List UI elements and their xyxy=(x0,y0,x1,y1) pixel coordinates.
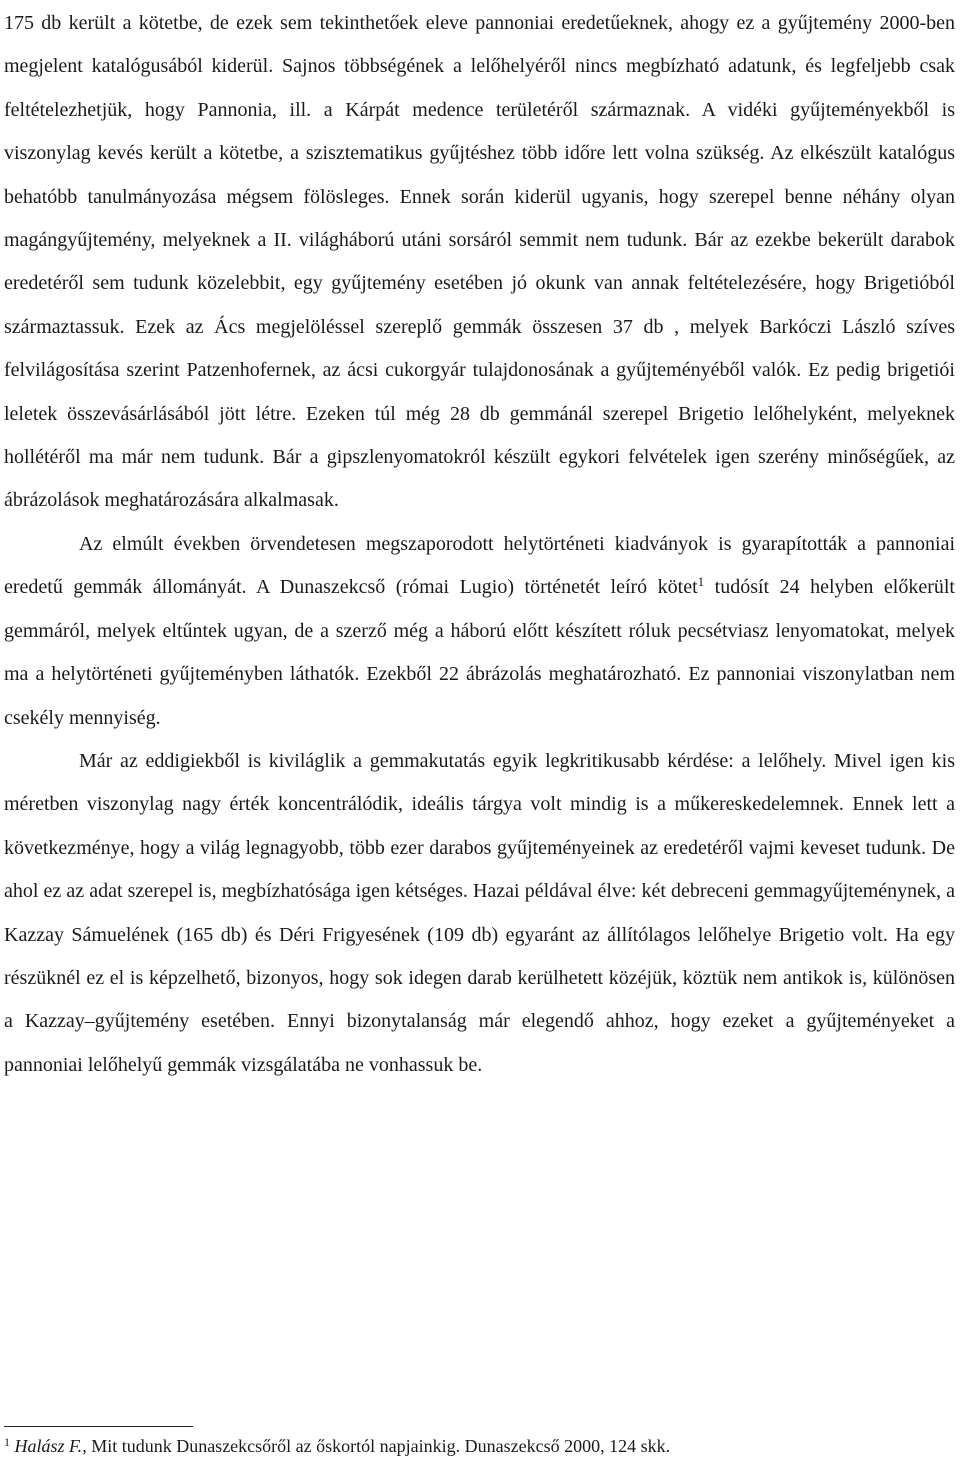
footnote-text: , Mit tudunk Dunaszekcsőről az őskortól napjainkig. Dunaszekcső 2000, 124 skk. xyxy=(82,1436,671,1456)
footnote-author: Halász F. xyxy=(14,1436,83,1456)
paragraph-2-text-a: Az elmúlt években örvendetesen megszaporodott helytörténeti kiadványok is gyarapították a pannoniai eredetű gemmák állományát. A Dunaszekcső (római Lugio) történetét leíró kötet xyxy=(4,532,955,599)
paragraph-2 xyxy=(4,523,955,740)
footnote-ref[interactable]: 1 xyxy=(697,574,705,590)
footnote-number: 1 xyxy=(4,1435,10,1449)
document-body xyxy=(4,2,955,1087)
paragraph-1: 175 db került a kötetbe, de ezek sem tekinthetőek eleve pannoniai eredetűeknek, ahogy ez a gyűjtemény 2000-ben megjelent katalógusából kiderül. Sajnos többségének a lelőhelyéről nincs megbízható adatunk, és legfeljebb csak feltételezhetjük, hogy Pannonia, ill. a Kárpát medence területéről származnak. A vidéki gyűjteményekből is viszonylag kevés került a kötetbe, a szisztematikus gyűjtéshez több időre lett volna szükség. Az elkészült katalógus behatóbb tanulmányozása mégsem fölösleges. Ennek során kiderül ugyanis, hogy szerepel benne néhány olyan magángyűjtemény, melyeknek a II. világháború utáni sorsáról semmit nem tudunk. Bár az ezekbe bekerült darabok eredetéről sem tudunk közelebbit, egy gyűjtemény esetében jó okunk van annak feltételezésére, hogy Brigetióból származtassuk. Ezek az Ács megjelöléssel szereplő gemmák összesen 37 db , melyek Barkóczi László szíves felvilágosítása szerint Patzenhofernek, az ácsi cukorgyár tulajdonosának a gyűjteményéből valók. Ez pedig brigetiói leletek összevásárlásából jött létre. Ezeken túl még 28 db gemmánál szerepel Brigetio lelőhelyként, melyeknek hollétéről ma már nem tudunk. Bár a gipszlenyomatokról készült egykori felvételek igen szerény minőségűek, az ábrázolások meghatározására alkalmasak. xyxy=(4,12,955,512)
footnote xyxy=(4,1434,955,1458)
paragraph-3: Már az eddigiekből is kiviláglik a gemmakutatás egyik legkritikusabb kérdése: a lelőhely. Mivel igen kis méretben viszonylag nagy érték koncentrálódik, ideális tárgya volt mindig is a műkereskedelemnek. Ennek lett a következménye, hogy a világ legnagyobb, több ezer darabos gyűjteményeinek az eredetéről vajmi keveset tudunk. De ahol ez az adat szerepel is, megbízhatósága igen kétséges. Hazai példával élve: két debreceni gemmagyűjteménynek, a Kazzay Sámuelének (165 db) és Déri Frigyesének (109 db) egyaránt az állítólagos lelőhelye Brigetio volt. Ha egy részüknél ez el is képzelhető, bizonyos, hogy sok idegen darab kerülhetett közéjük, köztük nem antikok is, különösen a Kazzay–gyűjtemény esetében. Ennyi bizonytalanság már elegendő ahhoz, hogy ezeket a gyűjteményeket a pannoniai lelőhelyű gemmák vizsgálatába ne vonhassuk be. xyxy=(4,749,955,1076)
footnote-divider xyxy=(4,1426,193,1427)
paragraph-2-text-b: tudósít 24 helyben előkerült gemmáról, melyek eltűntek ugyan, de a szerző még a háború előtt készített róluk pecsétviasz lenyomatokat, melyek ma a helytörténeti gyűjteményben láthatók. Ezekből 22 ábrázolás meghatározható. Ez pannoniai viszonylatban nem csekély mennyiség. xyxy=(4,576,955,729)
